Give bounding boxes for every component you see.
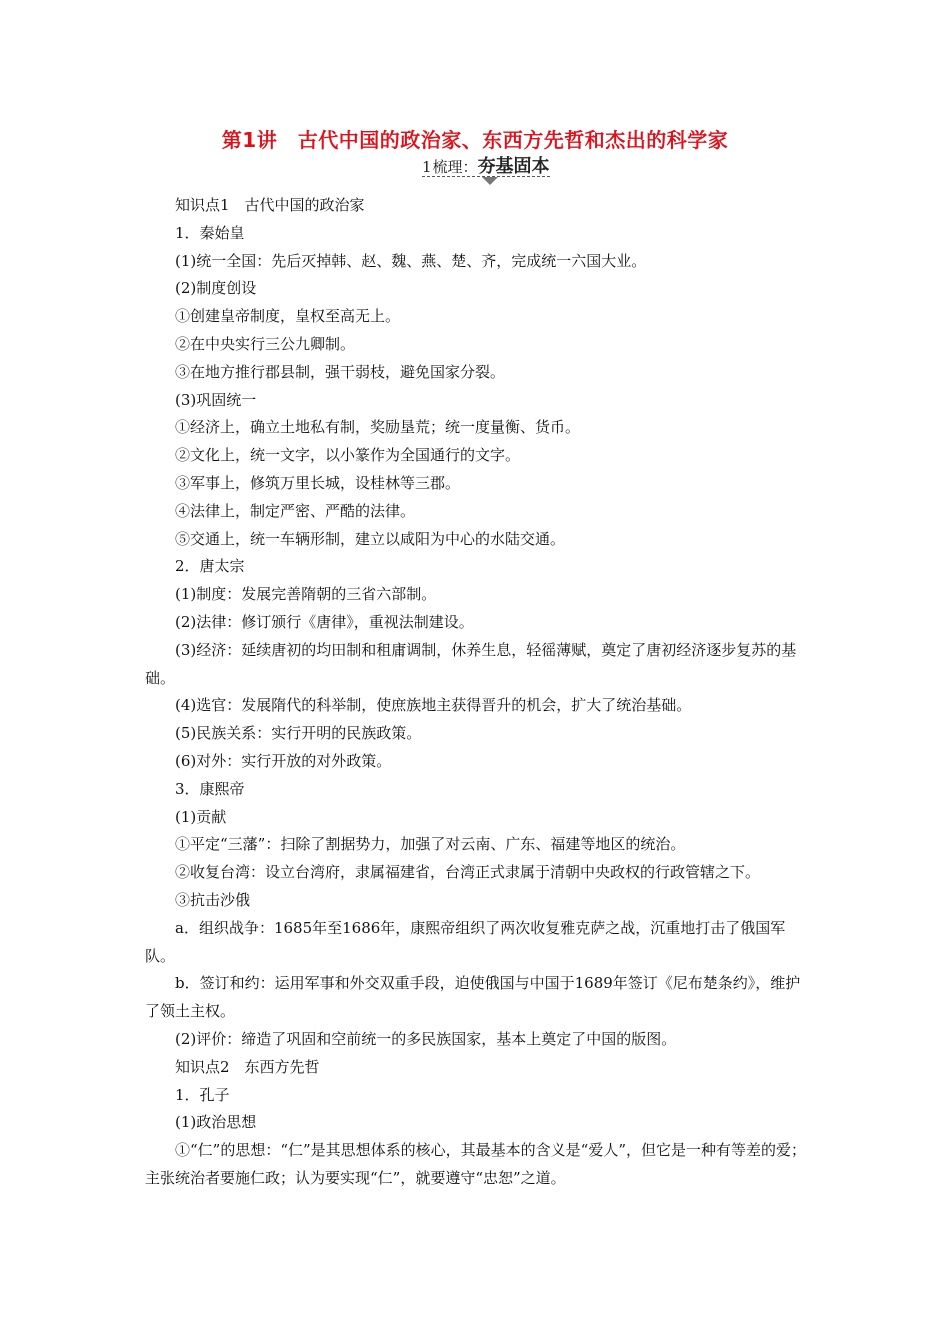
section-heading: 3．康熙帝 bbox=[175, 779, 245, 798]
paragraph: b．签订和约：运用军事和外交双重手段，迫使俄国与中国于1689年签订《尼布楚条约》，维护了领土主权。 bbox=[145, 974, 801, 1021]
knowledge-point-heading: 知识点2 东西方先哲 bbox=[175, 1057, 320, 1076]
paragraph: ②在中央实行三公九卿制。 bbox=[175, 334, 356, 353]
section-heading: 2．唐太宗 bbox=[175, 557, 245, 576]
paragraph: (5)民族关系：实行开明的民族政策。 bbox=[175, 724, 422, 743]
paragraph: ①“仁”的思想：“仁”是其思想体系的核心，其最基本的含义是“爱人”，但它是一种有等差的爱；主张统治者要施仁政；认为要实现“仁”，就要遵守“忠恕”之道。 bbox=[145, 1141, 807, 1187]
paragraph: (1)政治思想 bbox=[175, 1113, 257, 1132]
paragraph: (3)巩固统一 bbox=[175, 390, 257, 409]
paragraph: ⑤交通上，统一车辆形制，建立以咸阳为中心的水陆交通。 bbox=[175, 529, 566, 548]
badge-label: 梳理： bbox=[432, 158, 478, 176]
paragraph: (2)法律：修订颁行《唐律》，重视法制建设。 bbox=[175, 612, 474, 631]
knowledge-point-heading: 知识点1 古代中国的政治家 bbox=[175, 196, 365, 214]
paragraph: ①创建皇帝制度，皇权至高无上。 bbox=[175, 307, 401, 326]
paragraph: (6)对外：实行开放的对外政策。 bbox=[175, 751, 392, 770]
badge-arrow-icon bbox=[482, 177, 498, 185]
paragraph: (2)制度创设 bbox=[175, 279, 257, 298]
badge-number: 1 bbox=[422, 158, 432, 176]
paragraph: (1)制度：发展完善隋朝的三省六部制。 bbox=[175, 585, 437, 604]
section-heading: 1．秦始皇 bbox=[175, 223, 245, 242]
lesson-title: 第1讲 古代中国的政治家、东西方先哲和杰出的科学家 bbox=[221, 128, 729, 152]
paragraph: ①经济上，确立土地私有制，奖励垦荒；统一度量衡、货币。 bbox=[175, 418, 581, 437]
paragraph: ②收复台湾：设立台湾府，隶属福建省，台湾正式隶属于清朝中央政权的行政管辖之下。 bbox=[175, 863, 761, 882]
paragraph: ③军事上，修筑万里长城，设桂林等三郡。 bbox=[175, 473, 461, 492]
paragraph: (3)经济：延续唐初的均田制和租庸调制，休养生息，轻徭薄赋，奠定了唐初经济逐步复苏的基础。 bbox=[145, 640, 797, 687]
paragraph: ③抗击沙俄 bbox=[175, 890, 251, 909]
section-heading: 1．孔子 bbox=[175, 1085, 230, 1104]
paragraph: (1)统一全国：先后灭掉韩、赵、魏、燕、楚、齐，完成统一六国大业。 bbox=[175, 251, 647, 270]
paragraph: (2)评价：缔造了巩固和空前统一的多民族国家，基本上奠定了中国的版图。 bbox=[175, 1029, 677, 1048]
paragraph: ①平定“三藩”：扫除了割据势力，加强了对云南、广东、福建等地区的统治。 bbox=[175, 835, 686, 854]
document-body bbox=[145, 192, 807, 1193]
section-badge bbox=[422, 152, 550, 177]
paragraph: a．组织战争：1685年至1686年，康熙帝组织了两次收复雅克萨之战，沉重地打击了俄国军队。 bbox=[145, 918, 786, 965]
paragraph: ③在地方推行郡县制，强干弱枝，避免国家分裂。 bbox=[175, 362, 506, 381]
paragraph: ④法律上，制定严密、严酷的法律。 bbox=[175, 501, 416, 520]
paragraph: ②文化上，统一文字，以小篆作为全国通行的文字。 bbox=[175, 446, 521, 465]
badge-heading: 夯基固本 bbox=[477, 156, 550, 177]
paragraph: (1)贡献 bbox=[175, 807, 227, 826]
paragraph: (4)选官：发展隋代的科举制，使庶族地主获得晋升的机会，扩大了统治基础。 bbox=[175, 696, 692, 715]
